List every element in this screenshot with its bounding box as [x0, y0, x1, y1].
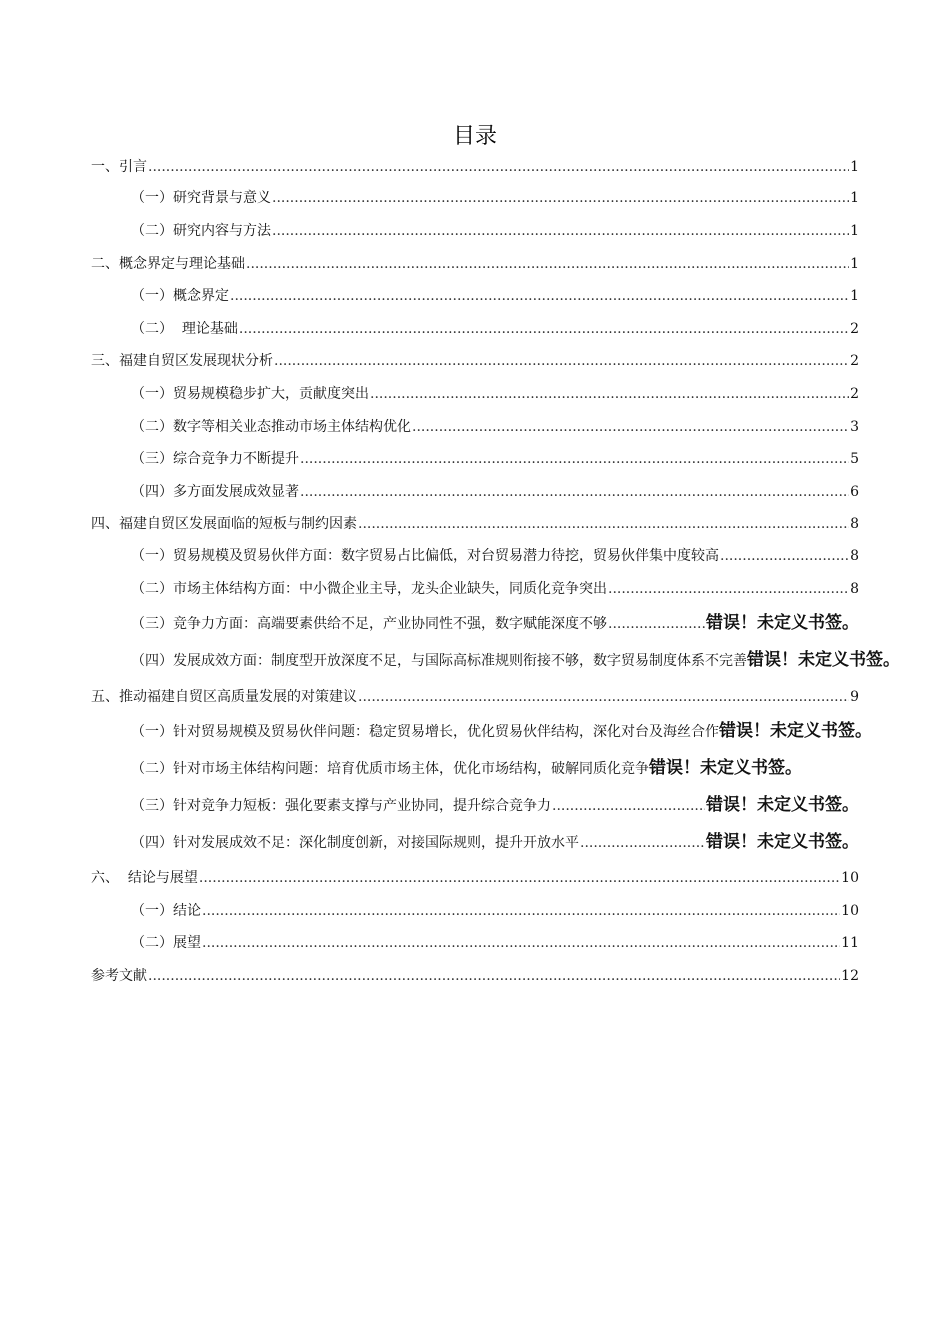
toc-entry-label: （三）竞争力方面：高端要素供给不足，产业协同性不强，数字赋能深度不够 — [131, 616, 607, 632]
toc-entry-1-2[interactable] — [131, 221, 859, 241]
toc-entry-label: 三、福建自贸区发展现状分析 — [91, 353, 273, 369]
toc-entry-label: （二）数字等相关业态推动市场主体结构优化 — [131, 419, 411, 435]
dot-leader — [370, 384, 849, 404]
toc-entry-6-2[interactable] — [131, 933, 859, 953]
dot-leader — [274, 351, 849, 371]
toc-entry-5-1[interactable] — [131, 721, 950, 741]
toc-entry-1-1[interactable] — [131, 188, 859, 208]
toc-entry-3-4[interactable] — [131, 482, 859, 502]
dot-leader — [148, 157, 849, 177]
toc-entry-5[interactable] — [91, 687, 859, 707]
toc-entry-6[interactable] — [91, 868, 859, 888]
dot-leader — [202, 933, 840, 953]
toc-entry-label: （四）多方面发展成效显著 — [131, 484, 299, 500]
dot-leader — [272, 221, 849, 241]
dot-leader — [358, 687, 849, 707]
dot-leader — [720, 546, 849, 566]
toc-entry-label: （一）概念界定 — [131, 288, 229, 304]
toc-entry-2-1[interactable] — [131, 286, 859, 306]
dot-leader — [272, 188, 849, 208]
toc-entry-label: （一）针对贸易规模及贸易伙伴问题：稳定贸易增长，优化贸易伙伴结构，深化对台及海丝合作 — [131, 724, 719, 740]
dot-leader — [300, 449, 849, 469]
toc-page-number: 2 — [850, 386, 859, 402]
toc-page-number: 8 — [850, 581, 859, 597]
toc-entry-3-2[interactable] — [131, 417, 859, 437]
toc-entry-label: （二）研究内容与方法 — [131, 223, 271, 239]
dot-leader — [239, 319, 849, 339]
toc-entry-2-2[interactable] — [131, 319, 859, 339]
toc-entry-4[interactable] — [91, 514, 859, 534]
toc-entry-label: （四）发展成效方面：制度型开放深度不足，与国际高标准规则衔接不够，数字贸易制度体系不完善 — [131, 653, 747, 669]
toc-entry-label: （四）针对发展成效不足：深化制度创新，对接国际规则，提升开放水平 — [131, 835, 579, 851]
toc-entry-label: （一）结论 — [131, 903, 201, 919]
toc-entry-label: （二）市场主体结构方面：中小微企业主导，龙头企业缺失，同质化竞争突出 — [131, 581, 607, 597]
dot-leader — [230, 286, 849, 306]
toc-page-number: 8 — [850, 548, 859, 564]
toc-entry-1[interactable] — [91, 157, 859, 177]
toc-page-error: 错误！未定义书签。 — [747, 650, 900, 670]
toc-entry-3-3[interactable] — [131, 449, 859, 469]
toc-page-number: 1 — [850, 288, 859, 304]
toc-entry-label: 六、 结论与展望 — [91, 870, 198, 886]
toc-page-number: 12 — [841, 968, 859, 984]
toc-page-error: 错误！未定义书签。 — [649, 758, 802, 778]
toc-entry-label: （三）综合竞争力不断提升 — [131, 451, 299, 467]
toc-entry-label: 二、概念界定与理论基础 — [91, 256, 245, 272]
dot-leader — [580, 833, 705, 853]
toc-entry-label: （二）针对市场主体结构问题：培育优质市场主体，优化市场结构，破解同质化竞争 — [131, 761, 649, 777]
toc-title: 目录 — [452, 124, 497, 149]
toc-page-number: 1 — [850, 190, 859, 206]
toc-entry-label: 一、引言 — [91, 159, 147, 175]
toc-page-number: 2 — [850, 353, 859, 369]
toc-page-number: 5 — [850, 451, 859, 467]
toc-entry-label: 参考文献 — [91, 968, 147, 984]
toc-page-number: 2 — [850, 321, 859, 337]
toc-page-number: 1 — [850, 223, 859, 239]
toc-entry-label: （一）研究背景与意义 — [131, 190, 271, 206]
dot-leader — [552, 796, 705, 816]
toc-page-number: 10 — [841, 870, 859, 886]
toc-entry-4-1[interactable] — [131, 546, 859, 566]
dot-leader — [608, 614, 705, 634]
toc-page-number: 1 — [850, 159, 859, 175]
toc-entry-4-2[interactable] — [131, 579, 859, 599]
toc-entry-label: （二） 理论基础 — [131, 321, 238, 337]
toc-page-error: 错误！未定义书签。 — [706, 795, 859, 815]
toc-entry-6-1[interactable] — [131, 901, 859, 921]
toc-entry-references[interactable] — [91, 966, 859, 986]
toc-entry-label: （一）贸易规模稳步扩大，贡献度突出 — [131, 386, 369, 402]
toc-entry-5-4[interactable] — [131, 832, 859, 852]
toc-entry-2[interactable] — [91, 254, 859, 274]
dot-leader — [199, 868, 840, 888]
toc-entry-label: （三）针对竞争力短板：强化要素支撑与产业协同，提升综合竞争力 — [131, 798, 551, 814]
toc-page-number: 11 — [841, 935, 859, 951]
toc-page-error: 错误！未定义书签。 — [706, 832, 859, 852]
dot-leader — [148, 966, 840, 986]
toc-entry-label: （二）展望 — [131, 935, 201, 951]
toc-entry-4-3[interactable] — [131, 613, 859, 633]
dot-leader — [202, 901, 840, 921]
toc-entry-5-3[interactable] — [131, 795, 859, 815]
toc-entry-3[interactable] — [91, 351, 859, 371]
toc-page-error: 错误！未定义书签。 — [719, 721, 872, 741]
toc-page-number: 9 — [850, 689, 859, 705]
toc-page-number: 10 — [841, 903, 859, 919]
toc-entry-5-2[interactable] — [131, 758, 802, 778]
toc-page-number: 8 — [850, 516, 859, 532]
dot-leader — [608, 579, 849, 599]
toc-page-number: 6 — [850, 484, 859, 500]
toc-page-error: 错误！未定义书签。 — [706, 613, 859, 633]
toc-entry-label: （一）贸易规模及贸易伙伴方面：数字贸易占比偏低，对台贸易潜力待挖，贸易伙伴集中度较高 — [131, 548, 719, 564]
dot-leader — [246, 254, 849, 274]
dot-leader — [412, 417, 849, 437]
toc-page-number: 3 — [850, 419, 859, 435]
dot-leader — [358, 514, 849, 534]
toc-entry-3-1[interactable] — [131, 384, 859, 404]
toc-entry-label: 五、推动福建自贸区高质量发展的对策建议 — [91, 689, 357, 705]
toc-page-number: 1 — [850, 256, 859, 272]
toc-entry-label: 四、福建自贸区发展面临的短板与制约因素 — [91, 516, 357, 532]
dot-leader — [300, 482, 849, 502]
toc-entry-4-4[interactable] — [131, 650, 950, 670]
